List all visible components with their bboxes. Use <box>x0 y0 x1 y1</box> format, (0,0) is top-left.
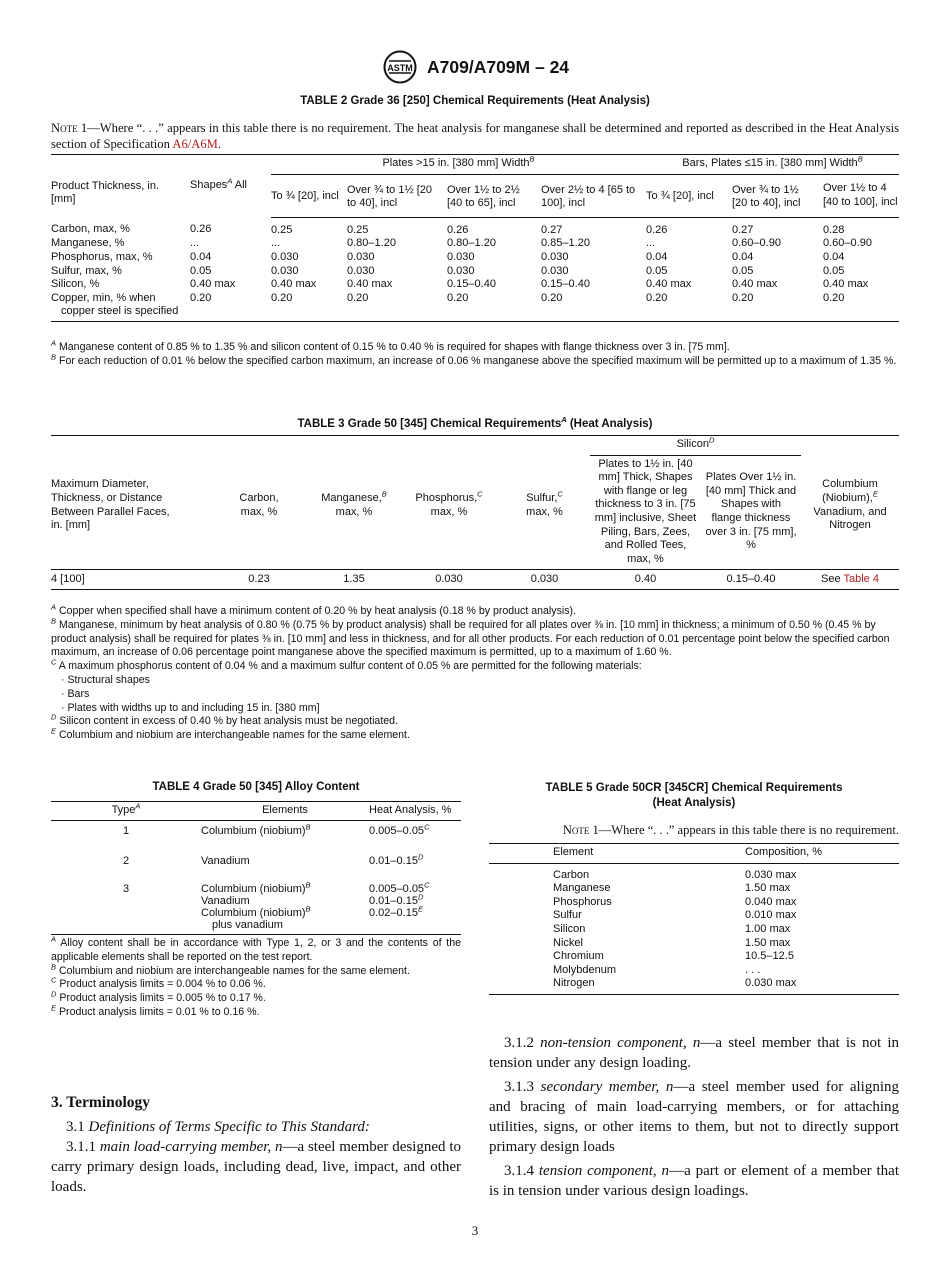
table2-footnotes <box>51 338 899 369</box>
cell-element: Carbon <box>553 868 590 881</box>
cell-value: 0.25 <box>347 223 369 236</box>
cell-element <box>201 820 369 855</box>
group-bars-label: Bars, Plates ≤15 in. [380 mm] Width <box>682 157 858 169</box>
cell-value: 0.26 <box>646 223 668 236</box>
cell-composition: 0.030 max <box>745 868 797 881</box>
para-text: —a steel member that is not in tension under any design loading. <box>489 1035 900 1071</box>
footnote-mark: E <box>417 903 423 913</box>
table3-footnotes <box>51 602 899 743</box>
table-row <box>489 977 899 994</box>
spec-link[interactable]: A6/A6M <box>172 137 218 151</box>
footnote-text: Silicon content in excess of 0.40 % by heat analysis must be negotiated. <box>59 715 398 728</box>
table-row <box>489 950 899 964</box>
cell-silicon-a: 0.40 <box>590 570 701 590</box>
cell-value: 0.40 max <box>646 278 692 291</box>
bullet-item: · Bars <box>61 687 90 700</box>
page-number: 3 <box>471 1223 479 1238</box>
cell-value: 0.28 <box>823 223 845 236</box>
cell-sulfur: 0.030 <box>499 570 590 590</box>
footnote-mark: A <box>51 934 57 944</box>
footnote-text: Alloy content shall be in accordance with Type 1, 2, or 3 and the contents of the applicable elements shall be reported on the test report. <box>51 937 462 963</box>
table-row <box>489 923 899 937</box>
footnote <box>51 338 899 355</box>
cell-phosphorus: 0.030 <box>399 570 499 590</box>
cell-value: 0.26 <box>447 223 469 236</box>
group-plates-header <box>271 155 646 175</box>
cell-text: See <box>821 573 844 586</box>
cell-composition: 0.030 max <box>745 977 899 994</box>
col-phosphorus-label: Phosphorus, <box>415 492 478 505</box>
cell-value: 0.40 max <box>271 278 317 291</box>
value-text: 0.005–0.05 <box>369 882 425 895</box>
footnote-mark: B <box>51 962 57 972</box>
cell-value: 0.04 <box>732 250 754 263</box>
footnote-mark: B <box>305 821 311 831</box>
group-silicon-header <box>590 436 801 456</box>
cell-composition: 1.50 max <box>745 936 791 949</box>
col-manganese-tail: max, % <box>335 505 373 518</box>
cell-element: Sulfur <box>553 909 582 922</box>
caption-text: TABLE 3 Grade 50 [345] Chemical Requirements <box>297 418 562 430</box>
cell-composition: 0.010 max <box>745 909 797 922</box>
cell-value: 0.20 <box>447 292 541 322</box>
footnote-mark: E <box>872 489 878 499</box>
col-max-dim-header <box>51 436 209 570</box>
col-manganese-header <box>309 436 399 570</box>
footnote-mark: B <box>51 352 57 362</box>
cell-value: ... <box>190 237 200 250</box>
para-text: —a steel member used for aligning and bracing of main load-carrying members, or for attaching utilities, signs, or other items to them, but not to directly support primary design loads <box>489 1079 899 1155</box>
col-header: Over 1½ to 4 [40 to 100], incl <box>823 174 899 217</box>
cell-value: 0.40 max <box>823 278 869 291</box>
group-bars-header <box>646 155 899 175</box>
footnote <box>51 726 899 743</box>
paragraph <box>489 1161 899 1201</box>
table-row <box>489 909 899 923</box>
cell-composition: 1.50 max <box>745 882 791 895</box>
group-plates-label: Plates >15 in. [380 mm] Width <box>382 157 530 169</box>
col-sulfur-header <box>499 436 590 570</box>
value-text: 0.01–0.15 <box>369 894 418 907</box>
footnote-text: Manganese content of 0.85 % to 1.35 % and silicon content of 0.15 % to 0.40 % is required for shapes with flange thickness over 3 in. [75 mm]. <box>58 341 730 353</box>
table3-caption <box>0 415 950 430</box>
group-silicon-label: Silicon <box>676 438 709 450</box>
cell-value: 0.40 max <box>190 278 236 291</box>
col-thickness-label: Product Thickness, in. [mm] <box>51 179 160 206</box>
para-num: 3.1.4 <box>504 1163 539 1179</box>
term: secondary member, n <box>540 1079 674 1095</box>
footnote-text: Product analysis limits = 0.004 % to 0.06 %. <box>59 978 266 991</box>
table4-footnotes <box>51 934 462 1020</box>
table-row <box>489 896 899 910</box>
table4-link[interactable]: Table 4 <box>843 573 879 586</box>
col-header: Over ¾ to 1½ [20 to 40], incl <box>732 174 823 217</box>
para-num: 3.1.2 <box>504 1035 541 1051</box>
element-text: Vanadium <box>201 894 250 907</box>
table-row <box>51 292 899 322</box>
footnote-text: Columbium and niobium are interchangeable names for the same element. <box>58 729 410 742</box>
row-label: Carbon, max, % <box>51 223 130 236</box>
col-columbium-tail: Vanadium, and Nitrogen <box>813 505 887 532</box>
footnote <box>51 975 461 992</box>
cell-value: 0.20 <box>732 292 823 322</box>
cell-composition: 1.00 max <box>745 922 791 935</box>
col-header: Over 2½ to 4 [65 to 100], incl <box>541 174 646 217</box>
paragraph <box>51 1117 461 1137</box>
cell-carbon: 0.23 <box>209 570 309 590</box>
para-num: 3.1.1 <box>66 1139 100 1155</box>
col-header: Over ¾ to 1½ [20 to 40], incl <box>347 174 447 217</box>
value-text: 0.005–0.05 <box>369 824 425 837</box>
terminology-right <box>489 1033 899 1201</box>
col-phosphorus-header <box>399 436 499 570</box>
svg-text:ASTM: ASTM <box>387 63 413 73</box>
col-carbon-label: Carbon, max, % <box>239 492 279 518</box>
cell-value: 0.030 <box>541 250 569 263</box>
caption-tail: (Heat Analysis) <box>566 418 653 430</box>
footnote-mark: E <box>51 1003 57 1013</box>
footnote-mark: D <box>708 435 715 445</box>
cell-value: 0.20 <box>347 292 447 322</box>
table2-caption: TABLE 2 Grade 36 [250] Chemical Requirements (Heat Analysis) <box>300 95 650 107</box>
footnote-text: Manganese, minimum by heat analysis of 0.80 % (0.75 % by product analysis) shall be required for all plates over ⅜ in. [10 mm] in thickness; a minimum of 0.50 % (0.45 % by product analysis) shall be required for plates ⅜ in. [10 mm] and less in thickness, and for all other products. For each reduction of 0.01 percentage point below the specified carbon maximum, an increase of 0.06 percentage point manganese above the specified maximum is permitted, up to a maximum of 1.60 %. <box>51 618 890 659</box>
footnote-mark: C <box>477 489 483 499</box>
row-label: Manganese, % <box>51 237 125 250</box>
element-text: Columbium (niobium) <box>201 882 306 895</box>
para-num: 3.1.3 <box>504 1079 541 1095</box>
cell-value: 0.20 <box>646 292 732 322</box>
cell-heat <box>369 820 461 855</box>
footnote-mark: B <box>51 616 57 626</box>
cell-value: 0.40 max <box>732 278 778 291</box>
para-text: Definitions of Terms Specific to This Standard: <box>88 1119 370 1135</box>
footnote-mark: A <box>135 801 141 811</box>
cell-element: Nickel <box>553 936 583 949</box>
cell-manganese: 1.35 <box>309 570 399 590</box>
footnote-text: Columbium and niobium are interchangeable names for the same element. <box>58 964 410 977</box>
footnote-mark: D <box>417 891 424 901</box>
footnote <box>51 352 899 369</box>
table-row <box>51 278 899 292</box>
footnote-mark: B <box>529 154 535 164</box>
col-max-dim-label: Maximum Diameter, Thickness, or Distance Between Parallel Faces, in. [mm] <box>51 478 170 532</box>
element-text: Columbium (niobium) <box>201 824 306 837</box>
col-phosphorus-tail: max, % <box>430 505 468 518</box>
cell-value: 0.030 <box>271 264 299 277</box>
cell-dim: 4 [100] <box>51 570 209 590</box>
cell-element <box>201 879 369 935</box>
table-row <box>51 251 899 265</box>
cell-value: 0.04 <box>190 250 212 263</box>
row-label: Sulfur, max, % <box>51 264 122 277</box>
col-elements-header: Elements <box>201 802 369 821</box>
cell-value: 0.25 <box>271 223 293 236</box>
cell-value: 0.04 <box>646 250 668 263</box>
footnote-text: Product analysis limits = 0.01 % to 0.16 %. <box>58 1005 260 1018</box>
table3 <box>51 435 899 590</box>
bullet-text: Structural shapes <box>67 673 150 686</box>
cell-value: 0.030 <box>347 250 375 263</box>
cell-type: 1 <box>122 824 130 837</box>
cell-columbium <box>801 570 899 590</box>
footnote-mark: D <box>417 851 424 861</box>
cell-element: Nitrogen <box>489 977 745 994</box>
col-columbium-header <box>801 436 899 570</box>
cell-value: 0.20 <box>190 292 271 322</box>
footnote-mark: B <box>305 903 311 913</box>
table2 <box>51 154 899 322</box>
col-header: To ¾ [20], incl <box>646 174 732 217</box>
cell-value: 0.030 <box>271 250 299 263</box>
footnote-mark: C <box>51 657 57 667</box>
footnote-mark: A <box>227 176 233 186</box>
value-text: 0.02–0.15 <box>369 906 418 919</box>
terminology-left <box>51 1117 461 1197</box>
cell-type: 3 <box>51 883 201 935</box>
table4 <box>51 801 461 935</box>
table5-note <box>489 822 899 838</box>
col-type-label: Type <box>111 804 136 816</box>
element-text: plus vanadium <box>212 918 283 931</box>
cell-value: 0.030 <box>447 264 475 277</box>
astm-logo <box>383 50 417 84</box>
table5-caption <box>489 781 899 811</box>
col-header: Over 1½ to 2½ [40 to 65], incl <box>447 174 541 217</box>
footnote-mark: C <box>51 975 57 985</box>
note-text: Where “. . .” appears in this table there is no requirement. <box>611 823 899 837</box>
table-row <box>489 882 899 896</box>
table-row <box>51 237 899 251</box>
footnote-mark: B <box>381 489 387 499</box>
cell-heat <box>369 851 461 883</box>
cell-type: 2 <box>122 854 130 867</box>
table-row <box>489 964 899 978</box>
col-shapes-tail: All <box>232 179 248 192</box>
cell-value: 0.20 <box>271 292 347 322</box>
cell-value: 0.60–0.90 <box>823 237 872 250</box>
cell-value: 0.15–0.40 <box>541 278 590 291</box>
table-row <box>51 217 899 237</box>
cell-element: Manganese <box>553 882 611 895</box>
col-silicon-a-header: Plates to 1½ in. [40 mm] Thick, Shapes with flange or leg thickness to 3 in. [75 mm] inclusive, Sheet Piling, Bars, Zees, and Rolled Tees, max, % <box>590 455 701 570</box>
col-shapes-label: Shapes <box>190 179 228 192</box>
table-row <box>51 570 899 590</box>
table-row <box>489 863 899 882</box>
element-text: Columbium (niobium) <box>201 906 306 919</box>
cell-element: Chromium <box>553 950 604 963</box>
footnote <box>51 934 462 965</box>
term: tension component, n <box>538 1163 670 1179</box>
footnote-mark: A <box>561 415 567 425</box>
cell-value: ... <box>271 237 281 250</box>
cell-value: 0.27 <box>541 223 563 236</box>
cell-value: 0.80–1.20 <box>447 237 496 250</box>
footnote <box>51 989 461 1006</box>
cell-value: 0.05 <box>823 264 845 277</box>
col-composition-header: Composition, % <box>745 844 899 864</box>
value-text: 0.01–0.15 <box>369 854 418 867</box>
row-label: Phosphorus, max, % <box>51 250 153 263</box>
term: main load-carrying member, n <box>99 1139 283 1155</box>
table-row <box>51 883 461 935</box>
col-type-header <box>51 802 201 821</box>
table2-note <box>51 120 899 152</box>
cell-value: 0.05 <box>190 264 212 277</box>
note-text: Where “. . .” appears in this table there is no requirement. The heat analysis for manganese shall be determined and reported as described in the Heat Analysis section of Specification <box>51 121 899 151</box>
col-element-header: Element <box>489 844 745 864</box>
table4-caption: TABLE 4 Grade 50 [345] Alloy Content <box>152 781 360 793</box>
paragraph <box>489 1033 899 1073</box>
note-prefix: Note 1— <box>51 121 100 135</box>
footnote-mark: C <box>424 879 430 889</box>
paragraph <box>51 1137 461 1197</box>
para-num: 3.1 <box>66 1119 89 1135</box>
table-row <box>51 265 899 279</box>
cell-silicon-b: 0.15–0.40 <box>701 570 801 590</box>
cell-value: ... <box>646 237 656 250</box>
section-heading: 3. Terminology <box>51 1094 151 1111</box>
col-carbon-header <box>209 436 309 570</box>
caption-line: (Heat Analysis) <box>652 797 736 809</box>
cell-heat <box>369 879 461 935</box>
cell-value: 0.20 <box>823 292 899 322</box>
col-columbium-label: Columbium (Niobium), <box>822 478 878 505</box>
footnote-mark: B <box>305 879 311 889</box>
footnote-text: For each reduction of 0.01 % below the specified carbon maximum, an increase of 0.06 % manganese above the specified maximum will be permitted up to a maximum of 1.35 %. <box>58 354 897 367</box>
cell-value: 0.80–1.20 <box>347 237 396 250</box>
bullet-text: Bars <box>67 687 90 700</box>
cell-value: 0.05 <box>732 264 754 277</box>
footnote <box>51 962 461 979</box>
footnote-mark: D <box>51 989 57 999</box>
cell-value: 0.15–0.40 <box>447 278 496 291</box>
footnote-text: Copper when specified shall have a minimum content of 0.20 % by heat analysis (0.18 % by product analysis). <box>58 605 576 617</box>
footnote-mark: C <box>557 489 563 499</box>
bullet-item: · Structural shapes <box>61 673 150 686</box>
footnote <box>51 712 899 729</box>
cell-value: 0.030 <box>447 250 475 263</box>
cell-element: Silicon <box>553 922 586 935</box>
footnote <box>51 1003 461 1020</box>
col-sulfur-tail: max, % <box>526 505 563 518</box>
cell-value: 0.20 <box>541 292 646 322</box>
cell-value: 0.030 <box>541 264 569 277</box>
cell-value: 0.05 <box>646 264 668 277</box>
bullet-text: Plates with widths up to and including 15 in. [380 mm] <box>67 701 320 714</box>
cell-value: 0.04 <box>823 250 845 263</box>
cell-value: 0.030 <box>347 264 375 277</box>
footnote-mark: A <box>51 338 57 348</box>
caption-line: TABLE 5 Grade 50CR [345CR] Chemical Requirements <box>545 782 843 794</box>
col-silicon-b-header: Plates Over 1½ in. [40 mm] Thick and Shapes with flange thickness over 3 in. [75 mm], % <box>701 455 801 570</box>
footnote-mark: D <box>51 712 57 722</box>
cell-value: 0.60–0.90 <box>732 237 781 250</box>
para-text: —a steel member designed to carry primary design loads, including dead, live, impact, and other loads. <box>51 1139 462 1195</box>
paragraph <box>489 1077 899 1157</box>
document-title: A709/A709M – 24 <box>427 57 570 77</box>
element-text: Vanadium <box>201 854 250 867</box>
footnote <box>51 616 899 660</box>
cell-composition: 10.5–12.5 <box>745 950 794 963</box>
col-heat-header: Heat Analysis, % <box>369 802 461 821</box>
para-text: —a part or element of a member that is in tension under various design loadings. <box>489 1163 899 1199</box>
table-row <box>51 820 461 855</box>
col-thickness-header <box>51 155 190 218</box>
col-manganese-label: Manganese, <box>321 492 382 505</box>
cell-element: Phosphorus <box>553 895 612 908</box>
row-label: Copper, min, % when copper steel is specified <box>51 292 190 322</box>
note-prefix: Note 1— <box>562 823 612 837</box>
footnote-mark: C <box>424 821 430 831</box>
footnote-text: Product analysis limits = 0.005 % to 0.17 %. <box>59 992 266 1005</box>
table-row <box>51 855 461 883</box>
cell-value: 0.40 max <box>347 278 393 291</box>
bullet-item: · Plates with widths up to and including 15 in. [380 mm] <box>61 701 320 714</box>
table5 <box>489 843 899 995</box>
cell-composition: . . . <box>745 963 761 976</box>
note-end: . <box>217 137 221 151</box>
footnote <box>51 657 899 674</box>
cell-value: 0.27 <box>732 223 754 236</box>
col-shapes-header <box>190 155 271 218</box>
footnote-text: A maximum phosphorus content of 0.04 % and a maximum sulfur content of 0.05 % are permitted for the following materials: <box>58 660 642 673</box>
cell-value: 0.85–1.20 <box>541 237 590 250</box>
footnote-mark: A <box>51 602 57 612</box>
col-sulfur-label: Sulfur, <box>526 492 558 505</box>
cell-composition: 0.040 max <box>745 895 797 908</box>
footnote <box>51 602 899 619</box>
cell-value: 0.26 <box>190 223 212 236</box>
cell-element <box>201 855 369 883</box>
col-header: To ¾ [20], incl <box>271 174 347 217</box>
footnote-mark: E <box>51 726 57 736</box>
footnote-mark: B <box>857 154 863 164</box>
row-label: Silicon, % <box>51 278 100 291</box>
term: non-tension component, n <box>540 1035 701 1051</box>
table-row <box>489 937 899 951</box>
cell-element: Molybdenum <box>553 963 616 976</box>
